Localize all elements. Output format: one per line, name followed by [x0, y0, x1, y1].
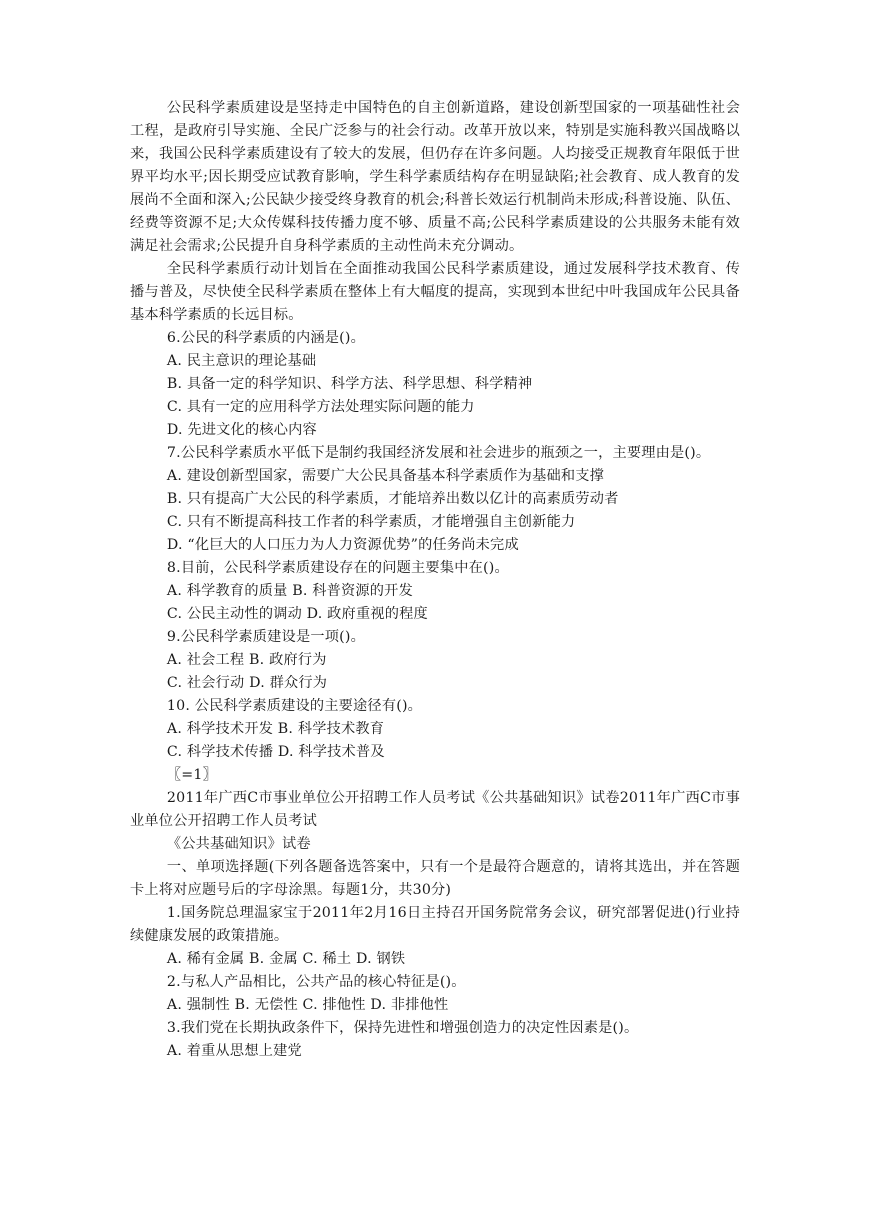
section-marker: 〖=1〗	[166, 767, 217, 783]
option-6b: B. 具备一定的科学知识、科学方法、科学思想、科学精神	[166, 376, 533, 392]
question-6: 6.公民的科学素质的内涵是()。	[166, 330, 365, 346]
option-7c: C. 只有不断提高科技工作者的科学素质，才能增强自主创新能力	[166, 514, 576, 530]
plan-paragraph: 全民科学素质行动计划旨在全面推动我国公民科学素质建设，通过发展科学技术教育、传播与普及，尽快使全民科学素质在整体上有大幅度的提高，实现到本世纪中叶我国成年公民具备基本科学素质的长远目标。	[130, 261, 740, 323]
question-10: 10. 公民科学素质建设的主要途径有()。	[166, 698, 423, 714]
option-6c: C. 具有一定的应用科学方法处理实际问题的能力	[166, 399, 475, 415]
question-7: 7.公民科学素质水平低下是制约我国经济发展和社会进步的瓶颈之一，主要理由是()。	[166, 445, 711, 461]
exam-options-2: A. 强制性 B. 无偿性 C. 排他性 D. 非排他性	[166, 997, 449, 1013]
document-body	[130, 97, 740, 1063]
question-8: 8.目前，公民科学素质建设存在的问题主要集中在()。	[166, 560, 509, 576]
option-6a: A. 民主意识的理论基础	[166, 353, 317, 369]
options-9cd: C. 社会行动 D. 群众行为	[166, 675, 328, 691]
exam-subtitle: 《公共基础知识》试卷	[166, 836, 311, 852]
option-7d: D. “化巨大的人口压力为人力资源优势”的任务尚未完成	[166, 537, 519, 553]
exam-question-2: 2.与私人产品相比，公共产品的核心特征是()。	[166, 974, 466, 990]
exam-question-3: 3.我们党在长期执政条件下，保持先进性和增强创造力的决定性因素是()。	[166, 1020, 639, 1036]
exam-options-1: A. 稀有金属 B. 金属 C. 稀土 D. 钢铁	[166, 951, 406, 967]
question-9: 9.公民科学素质建设是一项()。	[166, 629, 365, 645]
option-6d: D. 先进文化的核心内容	[166, 422, 317, 438]
exam-title: 2011年广西C市事业单位公开招聘工作人员考试《公共基础知识》试卷2011年广西C市事业单位公开招聘工作人员考试	[130, 790, 740, 829]
options-8cd: C. 公民主动性的调动 D. 政府重视的程度	[166, 606, 428, 622]
options-8ab: A. 科学教育的质量 B. 科普资源的开发	[166, 583, 413, 599]
exam-question-1: 1.国务院总理温家宝于2011年2月16日主持召开国务院常务会议，研究部署促进()行业持续健康发展的政策措施。	[130, 905, 740, 944]
options-10cd: C. 科学技术传播 D. 科学技术普及	[166, 744, 385, 760]
option-7a: A. 建设创新型国家，需要广大公民具备基本科学素质作为基础和支撑	[166, 468, 605, 484]
option-7b: B. 只有提高广大公民的科学素质，才能培养出数以亿计的高素质劳动者	[166, 491, 619, 507]
options-10ab: A. 科学技术开发 B. 科学技术教育	[166, 721, 385, 737]
exam-option-3a: A. 着重从思想上建党	[166, 1043, 302, 1059]
section-instructions: 一、单项选择题(下列各题备选答案中，只有一个是最符合题意的，请将其选出，并在答题卡上将对应题号后的字母涂黑。每题1分，共30分)	[130, 859, 740, 898]
intro-paragraph: 公民科学素质建设是坚持走中国特色的自主创新道路，建设创新型国家的一项基础性社会工程，是政府引导实施、全民广泛参与的社会行动。改革开放以来，特别是实施科教兴国战略以来，我国公民科学素质建设有了较大的发展，但仍存在许多问题。人均接受正规教育年限低于世界平均水平;因长期受应试教育影响，学生科学素质结构存在明显缺陷;社会教育、成人教育的发展尚不全面和深入;公民缺少接受终身教育的机会;科普长效运行机制尚未形成;科普设施、队伍、经费等资源不足;大众传媒科技传播力度不够、质量不高;公民科学素质建设的公共服务未能有效满足社会需求;公民提升自身科学素质的主动性尚未充分调动。	[130, 100, 740, 254]
options-9ab: A. 社会工程 B. 政府行为	[166, 652, 327, 668]
